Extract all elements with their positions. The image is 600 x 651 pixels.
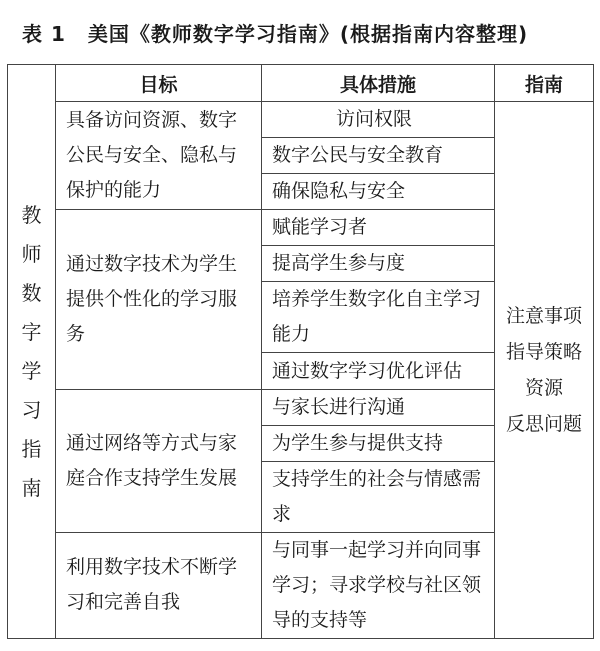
goal-cell: 具备访问资源、数字公民与安全、隐私与保护的能力: [56, 102, 262, 210]
guide-item: 反思问题: [505, 413, 582, 436]
table-caption: [22, 18, 582, 47]
side-label-cell: [8, 65, 56, 639]
measure-cell: 与同事一起学习并向同事学习；寻求学校与社区领导的支持等: [262, 532, 495, 638]
goal-cell: 通过网络等方式与家庭合作支持学生发展: [56, 389, 262, 532]
measure-cell: 与家长进行沟通: [262, 389, 495, 425]
measure-cell: 提高学生参与度: [262, 246, 495, 282]
measure-cell: 赋能学习者: [262, 210, 495, 246]
measure-cell: 确保隐私与安全: [262, 174, 495, 210]
measure-cell: 为学生参与提供支持: [262, 425, 495, 461]
header-measures: 具体措施: [262, 65, 495, 102]
goal-cell: 通过数字技术为学生提供个性化的学习服务: [56, 210, 262, 389]
goal-cell: 利用数字技术不断学习和完善自我: [56, 532, 262, 638]
guide-table: [7, 64, 594, 639]
measure-cell: 通过数字学习优化评估: [262, 353, 495, 389]
table-number: 表 1: [22, 22, 66, 46]
header-goal: 目标: [56, 65, 262, 102]
header-row: [8, 65, 594, 102]
header-guide: 指南: [495, 65, 594, 102]
measure-cell: 访问权限: [262, 102, 495, 138]
side-label: 教师数字学习指南: [21, 202, 42, 500]
table-title: 美国《教师数字学习指南》(根据指南内容整理): [87, 22, 529, 46]
guide-cell: [495, 102, 594, 639]
guide-item: 注意事项: [505, 305, 582, 328]
table-row: [8, 102, 594, 138]
measure-cell: 数字公民与安全教育: [262, 138, 495, 174]
guide-item: 资源: [524, 377, 563, 400]
measure-cell: 支持学生的社会与情感需求: [262, 461, 495, 532]
measure-cell: 培养学生数字化自主学习能力: [262, 282, 495, 353]
guide-item: 指导策略: [505, 341, 582, 364]
